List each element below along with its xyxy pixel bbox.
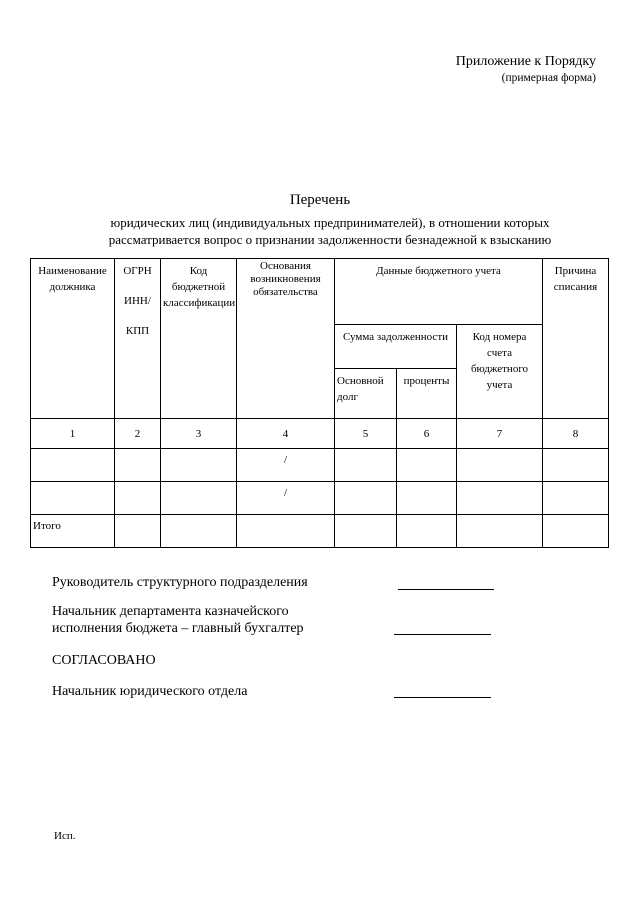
table-cell <box>161 482 237 515</box>
table-cell <box>31 482 115 515</box>
table-cell <box>161 449 237 482</box>
header-ogrn: ОГРН <box>123 265 152 277</box>
header-debtor-name: Наименование должника <box>31 259 115 419</box>
signature-line <box>394 697 491 698</box>
appendix-title: Приложение к Порядку <box>455 54 596 69</box>
table-cell <box>543 482 609 515</box>
column-number: 1 <box>31 419 115 449</box>
header-kpp: КПП <box>125 325 150 337</box>
column-number: 7 <box>457 419 543 449</box>
table-cell <box>115 482 161 515</box>
column-numbers-row <box>31 419 609 449</box>
signature-treasury-head <box>52 603 304 637</box>
table-cell <box>161 515 237 548</box>
header-write-off-reason: Причина списания <box>543 259 609 419</box>
header-main-debt: Основной долг <box>335 369 397 419</box>
header-account-code: Код номера счета бюджетного учета <box>457 325 543 419</box>
signature-line <box>394 634 491 635</box>
column-number: 8 <box>543 419 609 449</box>
table-row <box>31 482 609 515</box>
table-cell <box>543 449 609 482</box>
table-cell <box>543 515 609 548</box>
executor-label: Исп. <box>54 830 76 842</box>
treasury-head-label-1: Начальник департамента казначейского <box>52 604 289 619</box>
signature-line <box>398 589 494 590</box>
table-cell <box>457 449 543 482</box>
legal-head-label: Начальник юридического отдела <box>52 684 248 699</box>
header-interest: проценты <box>397 369 457 419</box>
table-cell <box>397 515 457 548</box>
appendix-subtitle: (примерная форма) <box>501 72 596 84</box>
header-ogrn-inn <box>115 259 161 419</box>
total-label: Итого <box>31 515 115 548</box>
column-number: 2 <box>115 419 161 449</box>
signature-legal-head <box>52 683 247 700</box>
appendix-block <box>456 54 596 85</box>
table-cell <box>397 449 457 482</box>
total-row <box>31 515 609 548</box>
table-cell-basis: / <box>237 449 335 482</box>
table-cell <box>457 482 543 515</box>
header-obligation-basis: Основания возникновения обязательства <box>237 259 335 419</box>
table-cell <box>335 449 397 482</box>
table-cell-basis: / <box>237 482 335 515</box>
header-budget-code: Код бюджетной классификации <box>161 259 237 419</box>
table-cell <box>335 482 397 515</box>
subtitle-line-2: рассматривается вопрос о признании задолженности безнадежной к взысканию <box>108 232 552 247</box>
table-row <box>31 449 609 482</box>
table-cell <box>115 515 161 548</box>
signature-head-of-unit <box>52 574 308 591</box>
column-number: 5 <box>335 419 397 449</box>
header-debt-sum: Сумма задолженности <box>335 325 457 369</box>
column-number: 4 <box>237 419 335 449</box>
agreed-label: СОГЛАСОВАНО <box>52 653 156 668</box>
table-cell <box>457 515 543 548</box>
table-cell <box>115 449 161 482</box>
treasury-head-label-2: исполнения бюджета – главный бухгалтер <box>52 621 304 636</box>
table-cell <box>397 482 457 515</box>
debtors-table <box>30 258 609 548</box>
head-of-unit-label: Руководитель структурного подразделения <box>52 575 308 590</box>
table-cell <box>237 515 335 548</box>
document-title: Перечень <box>289 192 351 208</box>
document-subtitle <box>60 214 600 248</box>
table-cell <box>335 515 397 548</box>
column-number: 6 <box>397 419 457 449</box>
table-cell <box>31 449 115 482</box>
header-inn: ИНН/ <box>124 295 151 307</box>
header-budget-data: Данные бюджетного учета <box>335 259 543 325</box>
subtitle-line-1: юридических лиц (индивидуальных предпринимателей), в отношении которых <box>110 215 550 230</box>
column-number: 3 <box>161 419 237 449</box>
